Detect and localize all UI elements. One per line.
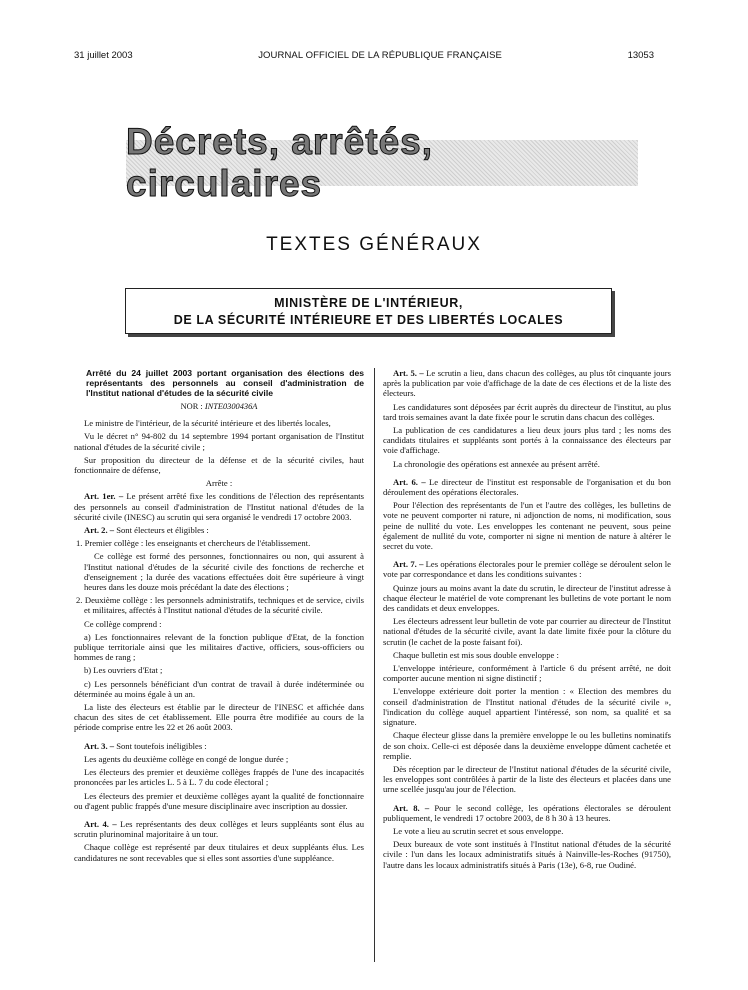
article-1 [74,491,364,522]
page-header [74,50,654,61]
article-3 [74,741,364,751]
paragraph: La publication de ces candidatures a lieu deux jours plus tard ; les noms des candidats titulaires et suppléants sont portés à la connaissance des électeurs par voie d'affichage. [383,425,671,456]
list-item: 1. Premier collège : les enseignants et chercheurs de l'établissement. [76,538,311,549]
paragraph: Les agents du deuxième collège en congé de longue durée ; [84,753,289,764]
decree-title: Arrêté du 24 juillet 2003 portant organisation des élections des représentants des personnels au conseil d'administration de l'Institut national d'études de la sécurité civile [86,368,364,398]
paragraph: La chronologie des opérations est annexée au présent arrêté. [393,458,600,469]
article-label: Art. 7. – [393,559,424,570]
article-6 [383,477,671,497]
left-column [74,368,364,866]
article-text: Sont toutefois inéligibles : [114,740,207,751]
paragraph: Sur proposition du directeur de la défense et de la sécurité civiles, haut fonctionnaire de défense, [74,454,364,476]
column-divider [374,368,375,962]
article-label: Art. 2. – [84,525,115,536]
paragraph: Les électeurs des premier et deuxième collèges frappés de l'une des incapacités prononcées par les articles L. 5 à L. 7 du code électoral ; [74,767,364,788]
paragraph: Ce collège est formé des personnes, fonctionnaires ou non, qui assurent à l'Institut national d'études de la sécurité civile des fonctions de recherche et d'enseignement ; la durée des vacations effectuées doit être supérieure à vingt heures dans les douze mois précédant la date des élections ; [84,551,364,593]
section-title: TEXTES GÉNÉRAUX [266,234,482,255]
ministry-box [125,288,612,334]
paragraph: Les électeurs des premier et deuxième collèges ayant la qualité de fonctionnaire ou d'agent public frappés d'une mesure disciplinaire avec inscription au dossier. [74,790,364,811]
ministry-line1: MINISTÈRE DE L'INTÉRIEUR, [274,296,463,310]
paragraph: Vu le décret n° 94-802 du 14 septembre 1994 portant organisation de l'Institut national d'études de la sécurité civile ; [74,431,364,452]
section-banner [126,121,638,204]
paragraph: Chaque bulletin est mis sous double enveloppe : [393,649,559,660]
list-item: b) Les ouvriers d'Etat ; [84,665,163,676]
arrete-heading: Arrête : [205,478,233,489]
list-item: a) Les fonctionnaires relevant de la fonction publique d'Etat, de la fonction publique territoriale ainsi que les militaires d'active, officiers, sous-officiers ou hommes de rang ; [74,631,364,663]
nor-label: NOR : [180,402,205,411]
paragraph: Dès réception par le directeur de l'Institut national d'études de la sécurité civile, les enveloppes sont contrôlées à partir de la liste des électeurs et placées dans une urne scellée jusqu'au jour de l'élection. [383,763,671,795]
paragraph: Les électeurs adressent leur bulletin de vote par courrier au directeur de l'Institut national d'études de la sécurité civile, avant la date limite fixée pour la clôture du scrutin (le cachet de la poste faisant foi). [383,616,671,647]
paragraph: Ce collège comprend : [84,618,162,629]
paragraph: Le vote a lieu au scrutin secret et sous enveloppe. [393,825,564,836]
nor-code: INTE0300436A [204,402,258,411]
banner-title: Décrets, arrêtés, circulaires [126,121,434,204]
paragraph: Le ministre de l'intérieur, de la sécurité intérieure et des libertés locales, [84,418,331,429]
right-column [383,368,671,873]
ministry-line2: DE LA SÉCURITÉ INTÉRIEURE ET DES LIBERTÉS LOCALES [173,313,564,327]
paragraph: Chaque électeur glisse dans la première enveloppe le ou les bulletins nominatifs de son choix. Celle-ci est déposée dans la deuxième enveloppe dûment cachetée et remplie. [383,730,671,761]
list-item: c) Les personnels bénéficiant d'un contrat de travail à durée indéterminée ou déterminée au moins égale à un an. [74,678,364,699]
article-label: Art. 1er. – [84,491,124,502]
paragraph: Deux bureaux de vote sont institués à l'Institut national d'études de la sécurité civile : l'un dans les locaux administratifs situés à Nainville-les-Roches (91750), l'autre dans les locaux administratifs situés à Paris (13e), 6-8, rue Oudiné. [383,839,671,870]
article-text: Le présent arrêté fixe les conditions de l'élection des représentants des personnels au conseil d'administration de l'Institut national d'études de la sécurité civile (INESC) au scrutin qui sera organisé le vendredi 17 octobre 2003. [74,491,364,522]
nor-reference [74,402,364,412]
article-label: Art. 4. – [84,818,117,829]
article-text: Les représentants des deux collèges et leurs suppléants sont élus au scrutin plurinominal majoritaire à un tour. [74,818,364,840]
article-label: Art. 6. – [393,476,426,487]
paragraph: Chaque collège est représenté par deux titulaires et deux suppléants élus. Les candidatures ne sont recevables que si elles sont assorties d'une suppléance. [74,842,364,863]
paragraph: Les candidatures sont déposées par écrit auprès du directeur de l'institut, au plus tard trois semaines avant la date fixée pour le scrutin dans chacun des collèges. [383,401,671,422]
article-text: Le scrutin a lieu, dans chacun des collèges, au plus tôt cinquante jours après la publication par voie d'affichage de la date de ces élections et de la liste des électeurs. [383,368,671,399]
page-number: 13053 [627,50,654,61]
paragraph: La liste des électeurs est établie par le directeur de l'INESC et affichée dans chacun des sites de cet établissement. Elle pourra être modifiée au cours de la période comprise entre les 22 et 26 août 2003. [74,702,364,733]
paragraph: L'enveloppe extérieure doit porter la mention : « Election des membres du conseil d'administration de l'Institut national d'études de la sécurité civile », l'indication du collège auquel appartient l'intéressé, son nom, sa qualité et sa signature. [383,686,671,728]
article-8 [383,803,671,823]
paragraph: Pour l'élection des représentants de l'un et l'autre des collèges, les bulletins de vote ne peuvent comporter ni rature, ni adjonction de noms, ni modification, sous peine de nullité du vote. Les enveloppes les contenant ne peuvent, sous peine également de nullité du vote, comporter ni signe ni mention de nature à altérer le secret du vote. [383,500,671,552]
paragraph: Quinze jours au moins avant la date du scrutin, le directeur de l'institut adresse à chaque électeur le matériel de vote comprenant les bulletins de vote portant le nom des candidats et deux enveloppes. [383,582,671,614]
list-item: 2. Deuxième collège : les personnels administratifs, techniques et de service, civils et militaires, affectés à l'Institut national d'études de la sécurité civile. [76,595,364,616]
header-date: 31 juillet 2003 [74,50,133,61]
article-label: Art. 8. – [393,802,430,813]
article-label: Art. 3. – [84,740,115,751]
article-label: Art. 5. – [393,368,424,378]
article-text: Les opérations électorales pour le premier collège se déroulent selon le vote par correspondance et dans les conditions suivantes : [383,559,671,580]
article-5 [383,368,671,399]
article-text: Sont électeurs et éligibles : [114,525,209,536]
article-text: Pour le second collège, les opérations électorales se déroulent publiquement, le vendredi 17 octobre 2003, de 8 h 30 à 13 heures. [383,802,671,823]
paragraph: L'enveloppe intérieure, conformément à l'article 6 du présent arrêté, ne doit comporter aucune mention ni signe distinctif ; [383,663,671,684]
article-7 [383,559,671,579]
article-text: Le directeur de l'institut est responsable de l'organisation et du bon déroulement des opérations électorales. [383,476,671,498]
article-2 [74,525,364,535]
article-4 [74,819,364,839]
journal-title: JOURNAL OFFICIEL DE LA RÉPUBLIQUE FRANÇAISE [258,50,502,61]
